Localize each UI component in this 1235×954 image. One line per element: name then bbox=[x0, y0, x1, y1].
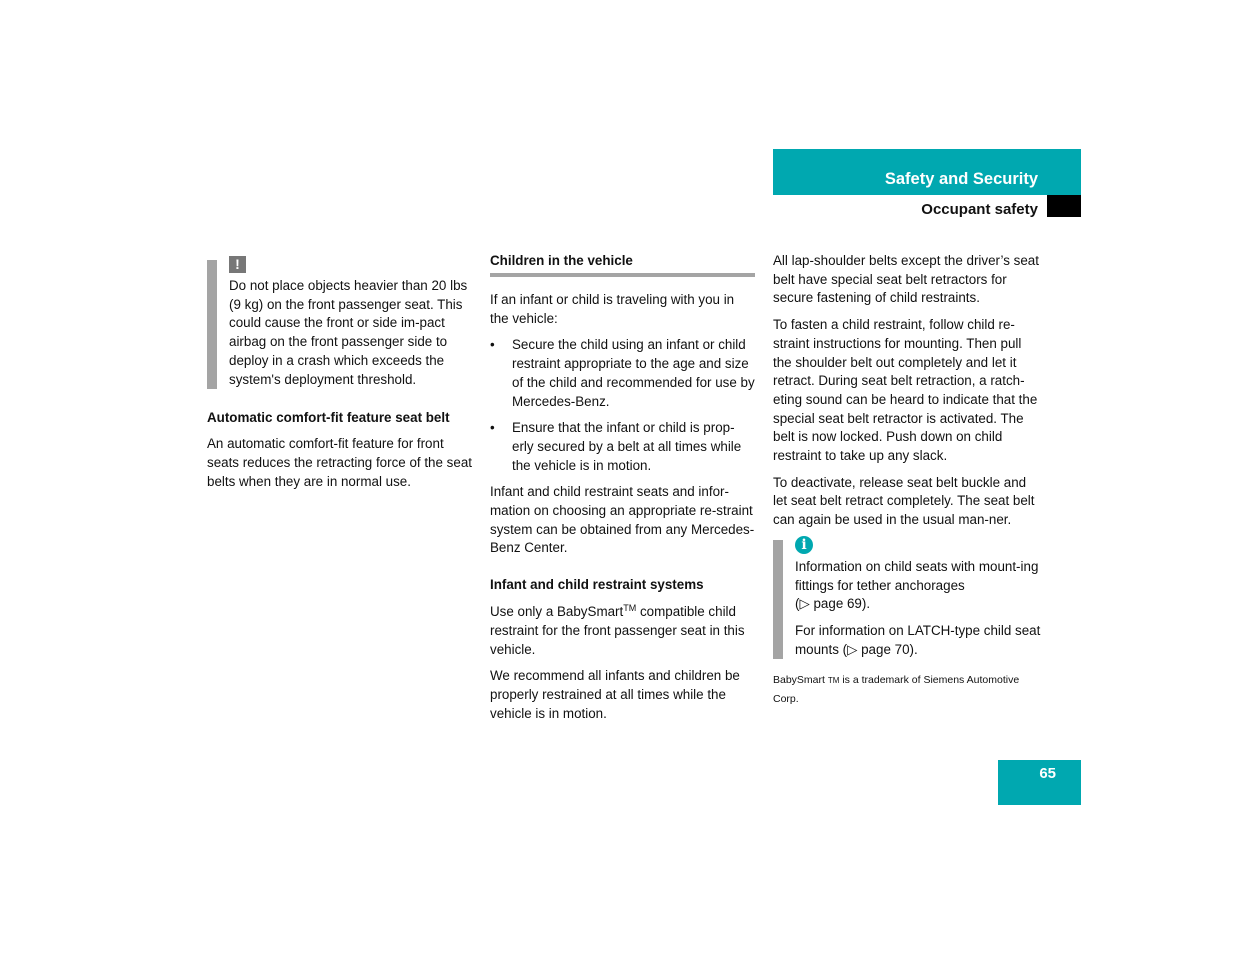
bullet: • bbox=[490, 420, 495, 436]
bullet: • bbox=[490, 337, 495, 353]
info-latch-text: For information on LATCH-type child seat mounts (▷ page 70). bbox=[795, 622, 1041, 657]
column-left bbox=[207, 252, 473, 491]
list-item-text: Secure the child using an infant or child restraint appropriate to the age and size of the child and recommended for use by Mercedes-Benz. bbox=[512, 337, 755, 409]
info-icon: i bbox=[795, 536, 813, 554]
warning-text: Do not place objects heavier than 20 lbs (9 kg) on the front passenger seat. This could cause the front or side im-pact airbag on the front passenger side to deploy in a crash which exceeds the system's deployment threshold. bbox=[229, 278, 468, 387]
fasten-paragraph: To fasten a child restraint, follow child re-straint instructions for mounting. Then pull the shoulder belt out completely and let it retract. During seat belt retraction, a ratch-eting sound can be heard to indicate that the special seat belt retractor is activated. The belt is now locked. Push down on child restraint to take up any slack. bbox=[773, 317, 1038, 464]
restraint-systems-text: Use only a BabySmart™ compatible child restraint for the front passenger seat in this vehicle. bbox=[490, 603, 745, 657]
section-subtitle: Occupant safety bbox=[921, 201, 1038, 218]
warning-icon: ! bbox=[229, 256, 246, 273]
info-note bbox=[773, 536, 1041, 660]
comfort-fit-heading: Automatic comfort-fit feature seat belt bbox=[207, 410, 450, 426]
footnote: BabySmart TM is a trademark of Siemens Automotive Corp. bbox=[773, 674, 1020, 706]
children-outro: Infant and child restraint seats and infor-mation on choosing an appropriate re-straint system can be obtained from any Mercedes-Benz Center. bbox=[490, 484, 755, 556]
column-right bbox=[773, 252, 1041, 709]
children-heading: Children in the vehicle bbox=[490, 252, 755, 277]
restraint-recommendation: We recommend all infants and children be properly restrained at all times while the vehicle is in motion. bbox=[490, 668, 740, 721]
info-text: Information on child seats with mount-ing fittings for tether anchorages (▷ page 69). bbox=[795, 558, 1039, 612]
list-item bbox=[490, 419, 755, 475]
list-item bbox=[490, 336, 755, 411]
list-item-text: Ensure that the infant or child is prop-erly secured by a belt at all times while the vehicle is in motion. bbox=[512, 420, 742, 473]
page-reference[interactable]: (▷ page 69). bbox=[795, 596, 871, 612]
page-number: 65 bbox=[1039, 765, 1056, 782]
restraint-systems-heading: Infant and child restraint systems bbox=[490, 577, 704, 593]
comfort-fit-text: An automatic comfort-fit feature for front seats reduces the retracting force of the seat belts when they are in normal use. bbox=[207, 436, 472, 489]
column-middle bbox=[490, 252, 755, 723]
deactivate-paragraph: To deactivate, release seat belt buckle and let seat belt retract completely. The seat belt can again be used in the usual man-ner. bbox=[773, 474, 1035, 528]
info-bar bbox=[773, 540, 783, 660]
warning-note bbox=[207, 256, 473, 389]
children-intro: If an infant or child is traveling with you in the vehicle: bbox=[490, 292, 735, 326]
retractor-paragraph: All lap-shoulder belts except the driver’s seat belt have special seat belt retractors for secure fastening of child restraints. bbox=[773, 253, 1039, 306]
header-marker-block bbox=[1047, 195, 1081, 217]
section-title: Safety and Security bbox=[884, 170, 1038, 188]
warning-bar bbox=[207, 260, 217, 389]
